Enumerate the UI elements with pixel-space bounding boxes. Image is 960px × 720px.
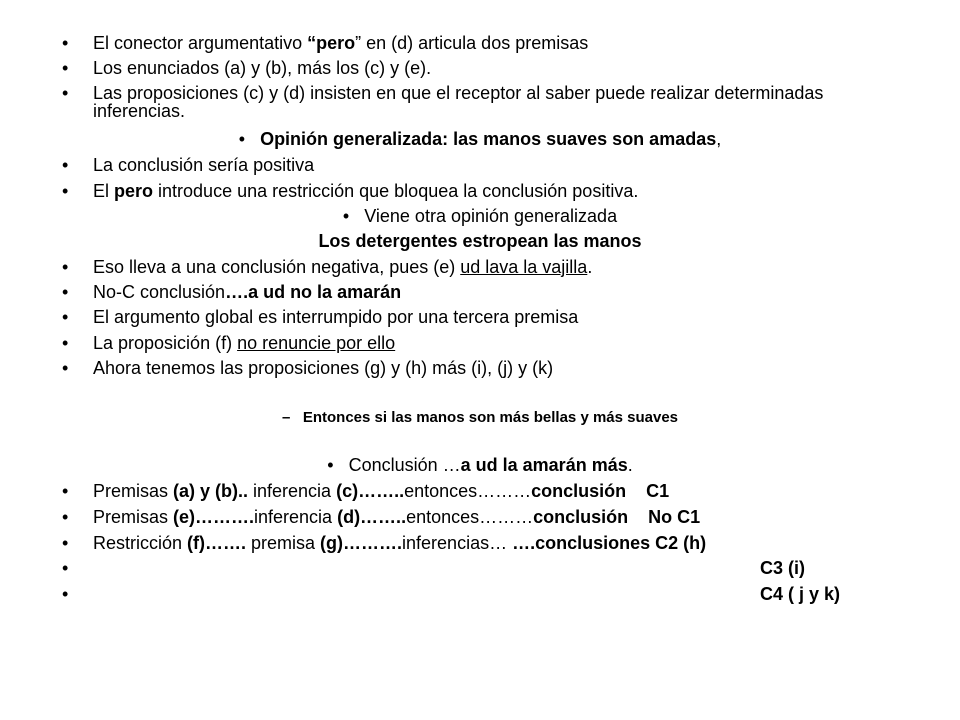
bullet-16: • (62, 481, 69, 501)
line-18-f: ….conclusiones C2 (h) (512, 533, 707, 553)
line-entonces (0, 407, 960, 429)
line-14-dash: – (281, 409, 291, 426)
line-17-d: (d)…….. (337, 507, 407, 527)
bullet-4: • (238, 129, 246, 149)
bullet-2: • (62, 58, 69, 78)
line-4-tail: , (716, 129, 722, 149)
line-enunciados: Los enunciados (a) y (b), más los (c) y (e). (93, 58, 432, 78)
bullet-6: • (62, 181, 69, 201)
line-12-u: no renuncie por ello (237, 333, 396, 353)
line-c4 (760, 583, 840, 605)
line-proposiciones-cd: Las proposiciones (c) y (d) insisten en que el receptor al saber puede realizar determinadas inferencias. (93, 83, 824, 121)
line-18-e: inferencias… (402, 533, 513, 553)
line-20-text: C4 ( j y k) (760, 584, 841, 604)
line-6-b: pero (114, 181, 154, 201)
line-12-a: La proposición (f) (93, 333, 238, 353)
line-18-c: premisa (246, 533, 321, 553)
line-9-u: ud lava la vajilla (460, 257, 588, 277)
line-14-text: Entonces si las manos son más bellas y más suaves (302, 409, 679, 426)
line-9-c: . (587, 257, 593, 277)
line-16-f: conclusión C1 (531, 481, 670, 501)
line-conclusion-negativa (93, 256, 592, 278)
line-8-text: Los detergentes estropean las manos (318, 231, 642, 251)
bullet-13: • (62, 358, 69, 378)
bullet-5: • (62, 155, 69, 175)
bullet-1: • (62, 33, 69, 53)
line-18-b: (f)……. (187, 533, 247, 553)
bullet-19: • (62, 558, 69, 578)
line-restriccion-f (93, 532, 706, 554)
line-1-c: ” en (d) articula dos premisas (355, 33, 589, 53)
line-6-c: introduce una restricción que bloquea la conclusión positiva. (153, 181, 639, 201)
line-otra-opinion (0, 205, 960, 227)
line-16-a: Premisas (93, 481, 174, 501)
line-1-b: “pero (307, 33, 356, 53)
line-argumento-global: El argumento global es interrumpido por una tercera premisa (93, 307, 579, 327)
bullet-3: • (62, 83, 69, 103)
line-18-d: (g)………. (320, 533, 403, 553)
line-15-a: Conclusión … (348, 455, 461, 475)
bullet-9: • (62, 257, 69, 277)
line-proposicion-f (93, 332, 395, 354)
line-premisas-e (93, 506, 700, 528)
line-c3 (760, 557, 805, 579)
line-detergentes (0, 230, 960, 252)
line-opinion-generalizada (0, 128, 960, 150)
line-18-a: Restricción (93, 533, 188, 553)
line-connector-pero (93, 32, 588, 54)
line-conclusion-amaran (0, 454, 960, 476)
line-ahora-tenemos: Ahora tenemos las proposiciones (g) y (h) más (i), (j) y (k) (93, 358, 554, 378)
line-premisas-ab (93, 480, 669, 502)
bullet-12: • (62, 333, 69, 353)
line-17-c: inferencia (254, 507, 338, 527)
line-no-c (93, 281, 401, 303)
line-pero-restriccion (93, 180, 638, 202)
bullet-20: • (62, 584, 69, 604)
bullet-17: • (62, 507, 69, 527)
line-16-d: (c)…….. (336, 481, 405, 501)
bullet-11: • (62, 307, 69, 327)
line-9-a: Eso lleva a una conclusión negativa, pues (e) (93, 257, 461, 277)
line-15-b: a ud la amarán más (460, 455, 628, 475)
line-4-bold: Opinión generalizada: las manos suaves son amadas (260, 129, 717, 149)
bullet-15: • (327, 455, 334, 475)
line-10-a: No-C conclusión (93, 282, 226, 302)
line-15-c: . (627, 455, 633, 475)
line-17-a: Premisas (93, 507, 174, 527)
line-17-f: conclusión No C1 (533, 507, 701, 527)
line-1-a: El conector argumentativo (93, 33, 308, 53)
line-16-b: (a) y (b).. (173, 481, 249, 501)
line-16-c: inferencia (248, 481, 337, 501)
line-17-b: (e)………. (173, 507, 255, 527)
bullet-7: • (342, 206, 350, 226)
line-6-a: El (93, 181, 115, 201)
line-17-e: entonces……… (406, 507, 534, 527)
line-10-b: ….a ud no la amarán (225, 282, 402, 302)
line-7-text: Viene otra opinión generalizada (364, 206, 618, 226)
line-19-text: C3 (i) (760, 558, 805, 578)
line-16-e: entonces……… (404, 481, 532, 501)
bullet-18: • (62, 533, 69, 553)
bullet-10: • (62, 282, 69, 302)
line-conclusion-positiva: La conclusión sería positiva (93, 155, 315, 175)
